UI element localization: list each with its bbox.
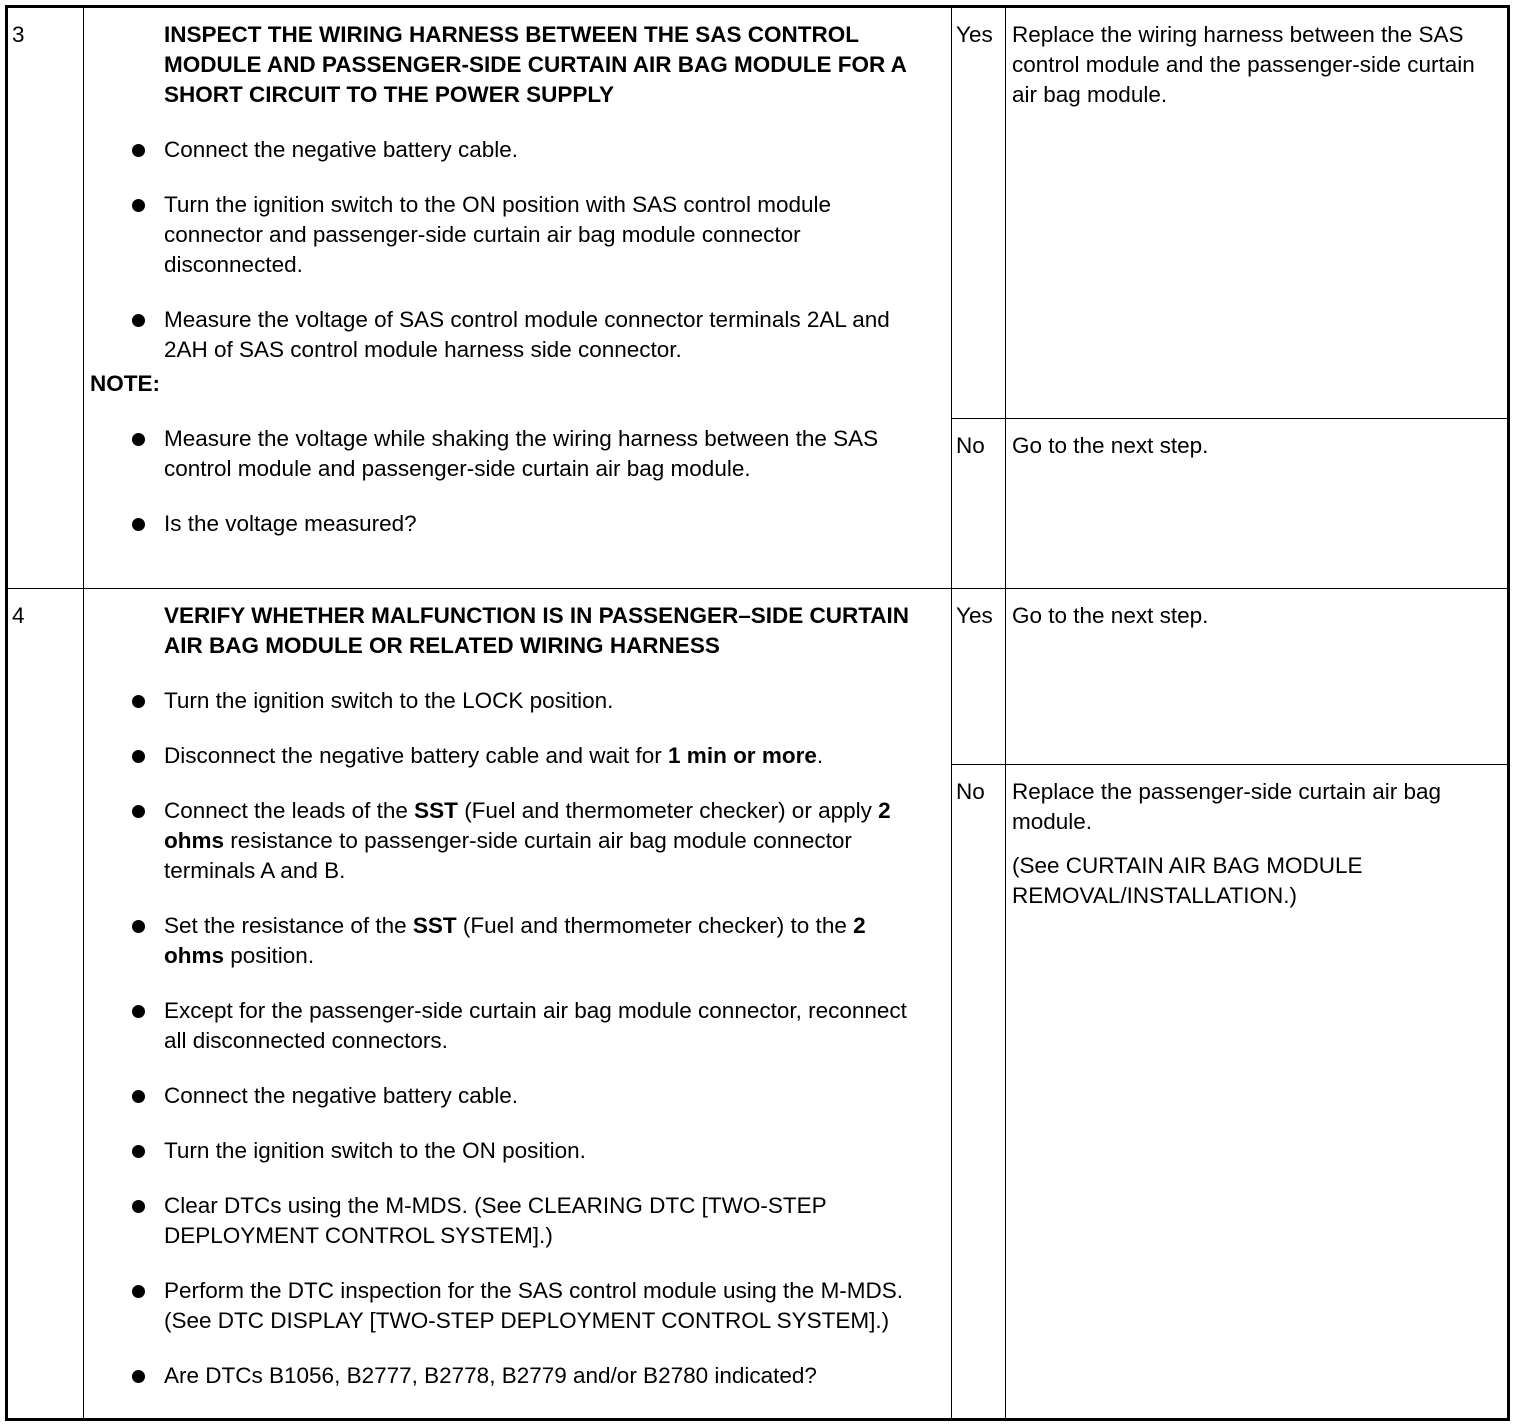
bullet-icon [132,695,145,708]
bullet-icon [132,433,145,446]
bullet-icon [132,1005,145,1018]
step-3-title: INSPECT THE WIRING HARNESS BETWEEN THE SAS CONTROL MODULE AND PASSENGER-SIDE CURTAIN AIR BAG MODULE FOR A SHORT CIRCUIT TO THE POWER SUPPLY [164,22,907,107]
step-4-action-5: Except for the passenger-side curtain air bag module connector, reconnect all disconnected connectors. [90,996,911,1056]
step-3-yes-label: Yes [952,7,1006,419]
step-3-actions [90,135,911,365]
step-4-action-8: Clear DTCs using the M-MDS. (See CLEARING DTC [TWO-STEP DEPLOYMENT CONTROL SYSTEM].) [90,1191,911,1251]
step-3-action-3: Measure the voltage of SAS control module connector terminals 2AL and 2AH of SAS control module harness side connector. [90,305,911,365]
diagnostic-procedure-table [5,5,1510,1421]
step-4-action-9: Perform the DTC inspection for the SAS control module using the M-MDS. (See DTC DISPLAY [TWO-STEP DEPLOYMENT CONTROL SYSTEM].) [90,1276,911,1336]
bullet-icon [132,199,145,212]
step-4-action-6: Connect the negative battery cable. [90,1081,911,1111]
bullet-icon [132,1200,145,1213]
bullet-icon [132,144,145,157]
step-4-title: VERIFY WHETHER MALFUNCTION IS IN PASSENGER–SIDE CURTAIN AIR BAG MODULE OR RELATED WIRING HARNESS [164,603,910,658]
bullet-icon [132,750,145,763]
bullet-icon [132,805,145,818]
bullet-icon [132,518,145,531]
step-4-action-3: Connect the leads of the SST (Fuel and thermometer checker) or apply 2 ohms resistance to passenger-side curtain air bag module connector terminals A and B. [90,796,911,886]
step-4-action-1: Turn the ignition switch to the LOCK position. [90,686,911,716]
step-4-yes-result: Go to the next step. [1006,589,1509,765]
step-3-no-label: No [952,419,1006,589]
step-4-no-result [1006,765,1509,1420]
step-3-note-label: NOTE: [90,371,160,396]
step-3-action-2: Turn the ignition switch to the ON position with SAS control module connector and passenger-side curtain air bag module connector disconnected. [90,190,911,280]
step-4-action-2: Disconnect the negative battery cable and wait for 1 min or more. [90,741,911,771]
step-3-yes-result: Replace the wiring harness between the SAS control module and the passenger-side curtain air bag module. [1006,7,1509,419]
step-4-action-cell [84,589,952,1420]
bullet-icon [132,920,145,933]
step-3-yes-row [7,7,1509,419]
step-4-action-7: Turn the ignition switch to the ON position. [90,1136,911,1166]
step-4-yes-label: Yes [952,589,1006,765]
step-3-question: Is the voltage measured? [90,509,911,539]
step-4-action-4: Set the resistance of the SST (Fuel and thermometer checker) to the 2 ohms position. [90,911,911,971]
step-3-action-1: Connect the negative battery cable. [90,135,911,165]
step-4-actions [90,686,911,1391]
step-4-question: Are DTCs B1056, B2777, B2778, B2779 and/or B2780 indicated? [90,1361,911,1391]
step-4-no-result-text: Replace the passenger-side curtain air bag module. [1012,779,1442,834]
step-4-no-label: No [952,765,1006,1420]
step-4-no-reference: (See CURTAIN AIR BAG MODULE REMOVAL/INSTALLATION.) [1012,853,1363,908]
step-3-number: 3 [7,7,84,589]
step-3-no-result: Go to the next step. [1006,419,1509,589]
bullet-icon [132,1370,145,1383]
step-3-note-item-1: Measure the voltage while shaking the wiring harness between the SAS control module and passenger-side curtain air bag module. [90,424,911,484]
step-3-note-items [90,424,911,539]
step-3-action-cell [84,7,952,589]
bullet-icon [132,314,145,327]
step-4-yes-row [7,589,1509,765]
bullet-icon [132,1090,145,1103]
bullet-icon [132,1285,145,1298]
step-4-number: 4 [7,589,84,1420]
bullet-icon [132,1145,145,1158]
